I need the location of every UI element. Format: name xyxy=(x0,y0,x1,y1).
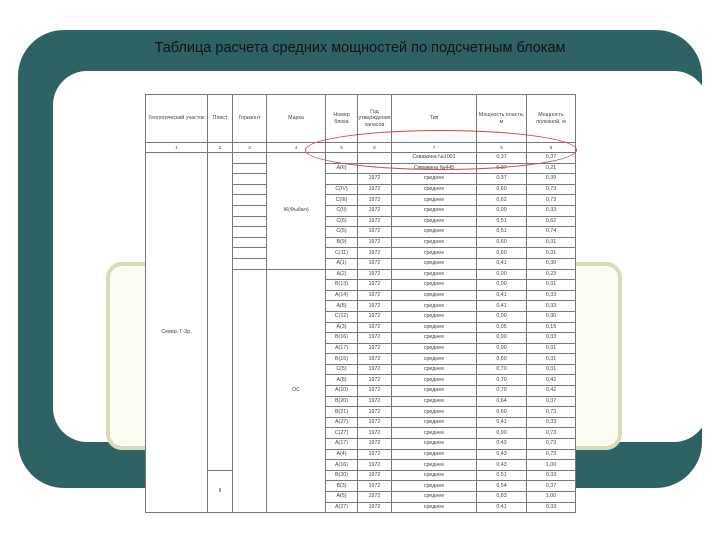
type-cell: среднее xyxy=(392,343,477,354)
block-cell: A(8) xyxy=(326,301,358,312)
year-cell: 1972 xyxy=(358,354,392,365)
slide-title: Таблица расчета средних мощностей по подсчетным блокам xyxy=(154,40,566,56)
year-cell: 1972 xyxy=(358,216,392,227)
block-cell: C(5) xyxy=(326,364,358,375)
block-cell: A(17) xyxy=(326,439,358,450)
thickness-cell: 0,37 xyxy=(477,174,527,185)
useful-thickness-cell: 0,73 xyxy=(527,407,576,418)
horizon-cell xyxy=(233,174,267,185)
type-cell: среднее xyxy=(392,258,477,269)
horizon-cell xyxy=(233,216,267,227)
useful-thickness-cell: 0,30 xyxy=(527,311,576,322)
thickness-cell: 0,41 xyxy=(477,417,527,428)
header-layer: Пласт xyxy=(208,95,233,143)
horizon-cell xyxy=(233,258,267,269)
thickness-cell: 0,51 xyxy=(477,470,527,481)
useful-thickness-cell: 0,74 xyxy=(527,227,576,238)
useful-thickness-cell: 0,37 xyxy=(527,396,576,407)
thickness-cell: 0,37 xyxy=(477,163,527,174)
thickness-cell: 0,60 xyxy=(477,407,527,418)
header-grade: Марка xyxy=(267,95,326,143)
thickness-cell: 0,51 xyxy=(477,216,527,227)
type-cell: среднее xyxy=(392,386,477,397)
type-cell: среднее xyxy=(392,396,477,407)
thickness-cell: 0,70 xyxy=(477,375,527,386)
horizon-cell xyxy=(233,195,267,206)
block-cell: C(IV) xyxy=(326,184,358,195)
block-cell: C(6) xyxy=(326,216,358,227)
useful-thickness-cell: 0,23 xyxy=(527,269,576,280)
block-cell: A(4) xyxy=(326,449,358,460)
year-cell: 1972 xyxy=(358,449,392,460)
block-cell: A(10) xyxy=(326,386,358,397)
type-cell: среднее xyxy=(392,290,477,301)
header-area: Геологический участок xyxy=(146,95,208,143)
horizon-cell xyxy=(233,163,267,174)
type-cell: среднее xyxy=(392,354,477,365)
thickness-cell: 0,41 xyxy=(477,290,527,301)
thickness-cell: 0,90 xyxy=(477,428,527,439)
type-cell: среднее xyxy=(392,248,477,259)
header-year: Год утверждения запасов xyxy=(358,95,392,143)
type-cell: среднее xyxy=(392,460,477,471)
year-cell: 1972 xyxy=(358,174,392,185)
year-cell: 1972 xyxy=(358,481,392,492)
year-cell: 1972 xyxy=(358,407,392,418)
block-cell: A(16) xyxy=(326,460,358,471)
year-cell: 1972 xyxy=(358,195,392,206)
useful-thickness-cell: 0,73 xyxy=(527,428,576,439)
year-cell: 1972 xyxy=(358,460,392,471)
block-cell: C(5) xyxy=(326,227,358,238)
type-cell: среднее xyxy=(392,439,477,450)
useful-thickness-cell: 0,31 xyxy=(527,364,576,375)
year-cell: 1972 xyxy=(358,386,392,397)
block-cell: A(2) xyxy=(326,269,358,280)
useful-thickness-cell: 1,00 xyxy=(527,492,576,503)
thickness-cell: 0,43 xyxy=(477,460,527,471)
year-cell: 1972 xyxy=(358,492,392,503)
thickness-cell: 0,00 xyxy=(477,269,527,280)
year-cell: 1972 xyxy=(358,364,392,375)
type-cell: среднее xyxy=(392,481,477,492)
useful-thickness-cell: 0,37 xyxy=(527,153,576,164)
useful-thickness-cell: 0,33 xyxy=(527,417,576,428)
col-num: 8 xyxy=(477,143,527,153)
type-cell: среднее xyxy=(392,428,477,439)
type-cell: среднее xyxy=(392,449,477,460)
type-cell: среднее xyxy=(392,333,477,344)
type-cell: среднее xyxy=(392,417,477,428)
horizon-cell xyxy=(233,248,267,259)
year-cell: 1972 xyxy=(358,343,392,354)
area-cell: Север, Г-3р, xyxy=(146,153,208,513)
block-cell: A(27) xyxy=(326,417,358,428)
block-cell: B(3) xyxy=(326,481,358,492)
useful-thickness-cell: 0,33 xyxy=(527,290,576,301)
useful-thickness-cell: 0,15 xyxy=(527,322,576,333)
useful-thickness-cell: 0,31 xyxy=(527,237,576,248)
thickness-cell: 0,60 xyxy=(477,248,527,259)
block-cell: B(20) xyxy=(326,396,358,407)
horizon-cell xyxy=(233,227,267,238)
block-cell: A(3) xyxy=(326,322,358,333)
thickness-cell: 0,37 xyxy=(477,153,527,164)
thickness-cell: 0,00 xyxy=(477,205,527,216)
type-cell: среднее xyxy=(392,205,477,216)
table-body xyxy=(146,153,576,513)
block-cell: C(27) xyxy=(326,428,358,439)
header-horizon: Горизонт xyxy=(233,95,267,143)
block-cell: C(III) xyxy=(326,195,358,206)
type-cell: среднее xyxy=(392,502,477,513)
year-cell: 1972 xyxy=(358,417,392,428)
block-cell: B(20) xyxy=(326,470,358,481)
type-cell: среднее xyxy=(392,216,477,227)
block-cell: A(5) xyxy=(326,492,358,503)
grade-cell-bottom: ОС xyxy=(267,269,326,513)
year-cell: 1972 xyxy=(358,227,392,238)
horizon-cell xyxy=(233,153,267,164)
useful-thickness-cell: 0,42 xyxy=(527,375,576,386)
block-cell xyxy=(326,174,358,185)
year-cell: 1972 xyxy=(358,502,392,513)
type-cell: среднее xyxy=(392,375,477,386)
thickness-cell: 0,43 xyxy=(477,449,527,460)
year-cell: 1972 xyxy=(358,184,392,195)
thickness-cell: 0,05 xyxy=(477,322,527,333)
year-cell: 1972 xyxy=(358,248,392,259)
type-cell: среднее xyxy=(392,301,477,312)
col-num: 7 xyxy=(392,143,477,153)
grade-cell-top: Ж(Фыбал) xyxy=(267,153,326,270)
horizon-cell xyxy=(233,237,267,248)
col-num: 4 xyxy=(267,143,326,153)
useful-thickness-cell: 0,37 xyxy=(527,481,576,492)
year-cell: 1972 xyxy=(358,237,392,248)
block-cell: A(27) xyxy=(326,502,358,513)
year-cell: 1972 xyxy=(358,311,392,322)
block-cell: A(8) xyxy=(326,375,358,386)
useful-thickness-cell: 0,73 xyxy=(527,449,576,460)
thickness-cell: 0,90 xyxy=(477,333,527,344)
useful-thickness-cell: 0,31 xyxy=(527,280,576,291)
col-num: 9 xyxy=(527,143,576,153)
type-cell: среднее xyxy=(392,269,477,280)
useful-thickness-cell: 0,33 xyxy=(527,333,576,344)
col-num: 6 xyxy=(358,143,392,153)
year-cell: 1972 xyxy=(358,470,392,481)
type-cell: среднее xyxy=(392,492,477,503)
useful-thickness-cell: 0,33 xyxy=(527,502,576,513)
block-cell: C(II) xyxy=(326,205,358,216)
type-cell: среднее xyxy=(392,470,477,481)
col-num: 1 xyxy=(146,143,208,153)
thickness-cell: 0,83 xyxy=(477,492,527,503)
thickness-cell: 0,62 xyxy=(477,195,527,206)
year-cell: 1972 xyxy=(358,375,392,386)
type-cell: среднее xyxy=(392,174,477,185)
block-cell: A(1) xyxy=(326,258,358,269)
block-cell: B(9) xyxy=(326,237,358,248)
year-cell: 1972 xyxy=(358,396,392,407)
type-cell: среднее xyxy=(392,322,477,333)
header-type: Тип xyxy=(392,95,477,143)
block-cell: B(21) xyxy=(326,407,358,418)
thickness-cell: 0,54 xyxy=(477,481,527,492)
layer-cell xyxy=(208,153,233,471)
table-row xyxy=(146,470,576,481)
year-cell: 1972 xyxy=(358,333,392,344)
type-cell: среднее xyxy=(392,364,477,375)
year-cell: 1972 xyxy=(358,428,392,439)
thickness-cell: 0,60 xyxy=(477,237,527,248)
year-cell: 1972 xyxy=(358,290,392,301)
thickness-cell: 0,41 xyxy=(477,502,527,513)
useful-thickness-cell: 0,31 xyxy=(527,248,576,259)
type-cell: среднее xyxy=(392,237,477,248)
horizon-cell xyxy=(233,184,267,195)
block-cell: C(11) xyxy=(326,248,358,259)
type-cell: Скважина №1001 xyxy=(392,153,477,164)
thickness-cell: 0,00 xyxy=(477,311,527,322)
block-cell: B(13) xyxy=(326,280,358,291)
block-cell: А(II) xyxy=(326,163,358,174)
header-block: Номер блока xyxy=(326,95,358,143)
year-cell: 1972 xyxy=(358,280,392,291)
useful-thickness-cell: 0,30 xyxy=(527,258,576,269)
block-cell: A(17) xyxy=(326,343,358,354)
year-cell: 1972 xyxy=(358,258,392,269)
year-cell: 1972 xyxy=(358,205,392,216)
thickness-cell: 0,43 xyxy=(477,439,527,450)
useful-thickness-cell: 0,39 xyxy=(527,174,576,185)
col-num: 5 xyxy=(326,143,358,153)
type-cell: среднее xyxy=(392,227,477,238)
useful-thickness-cell: 0,73 xyxy=(527,439,576,450)
useful-thickness-cell: 0,31 xyxy=(527,343,576,354)
thickness-cell: 0,64 xyxy=(477,396,527,407)
block-cell: B(16) xyxy=(326,333,358,344)
col-num: 3 xyxy=(233,143,267,153)
year-cell: 1972 xyxy=(358,301,392,312)
thickness-cell: 0,41 xyxy=(477,258,527,269)
useful-thickness-cell: 0,33 xyxy=(527,205,576,216)
useful-thickness-cell: 0,62 xyxy=(527,216,576,227)
useful-thickness-cell: 1,00 xyxy=(527,460,576,471)
type-cell: среднее xyxy=(392,407,477,418)
thickness-cell: 0,70 xyxy=(477,386,527,397)
horizon-cell xyxy=(233,205,267,216)
header-useful: Мощность полезной, м xyxy=(527,95,576,143)
useful-thickness-cell: 0,73 xyxy=(527,184,576,195)
thickness-cell: 0,51 xyxy=(477,227,527,238)
type-cell: среднее xyxy=(392,195,477,206)
useful-thickness-cell: 0,21 xyxy=(527,163,576,174)
highlight-oval xyxy=(305,130,577,170)
type-cell: среднее xyxy=(392,311,477,322)
useful-thickness-cell: 0,31 xyxy=(527,354,576,365)
useful-thickness-cell: 0,33 xyxy=(527,301,576,312)
useful-thickness-cell: 0,73 xyxy=(527,195,576,206)
block-cell: B(15) xyxy=(326,354,358,365)
useful-thickness-cell: 0,33 xyxy=(527,470,576,481)
thickness-cell: 0,70 xyxy=(477,364,527,375)
thickness-cell: 0,00 xyxy=(477,280,527,291)
thickness-cell: 0,90 xyxy=(477,343,527,354)
year-cell: 1972 xyxy=(358,439,392,450)
year-cell: 1972 xyxy=(358,269,392,280)
layer-cell: II xyxy=(208,470,233,512)
type-cell: среднее xyxy=(392,280,477,291)
type-cell: среднее xyxy=(392,184,477,195)
header-thickness: Мощность пласта, м xyxy=(477,95,527,143)
year-cell: 1972 xyxy=(358,322,392,333)
col-num: 2 xyxy=(208,143,233,153)
useful-thickness-cell: 0,42 xyxy=(527,386,576,397)
thickness-cell: 0,41 xyxy=(477,301,527,312)
horizon-cell xyxy=(233,269,267,513)
block-cell: A(14) xyxy=(326,290,358,301)
block-cell: C(12) xyxy=(326,311,358,322)
thickness-cell: 0,60 xyxy=(477,354,527,365)
type-cell: Скважина №445 xyxy=(392,163,477,174)
thickness-cell: 0,60 xyxy=(477,184,527,195)
